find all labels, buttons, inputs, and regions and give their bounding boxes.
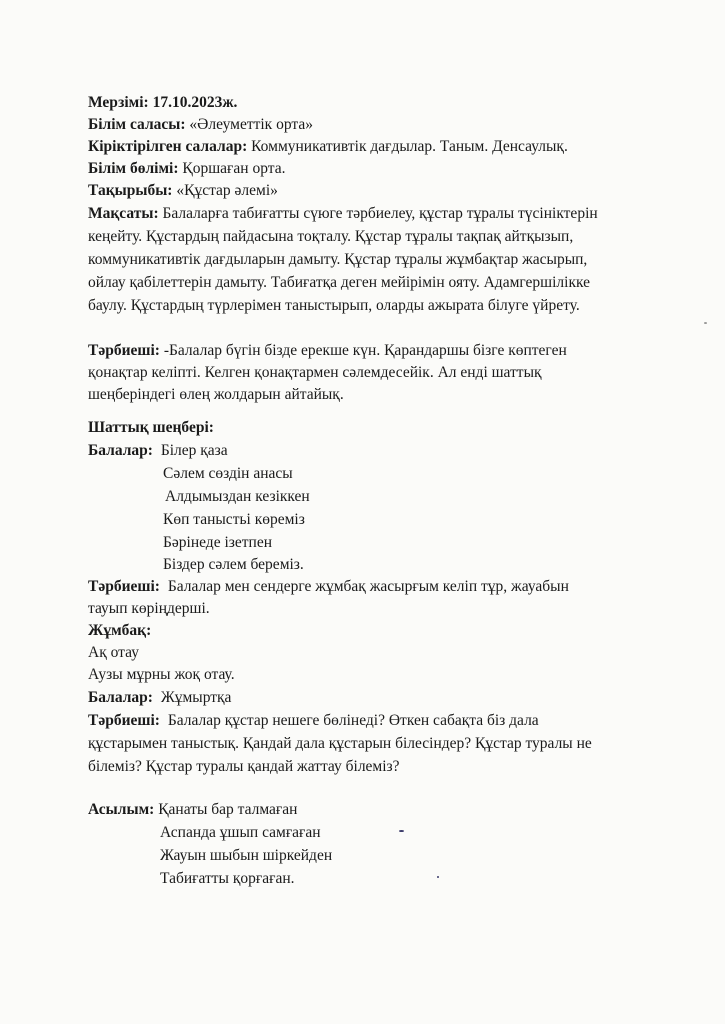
education-field-value: «Әлеуметтік орта» — [189, 116, 313, 133]
riddle-intro-text: тауып көріңдерші. — [88, 600, 210, 617]
children-label: Балалар: — [88, 689, 153, 706]
asylym-poem-line: Жауын шыбын шіркейден — [160, 847, 333, 864]
riddle-intro-text: Балалар мен сендерге жұмбақ жасырғым келіп тұр, жауабын — [167, 578, 569, 595]
intro-text: шеңберіндегі өлең жолдарын айтайық. — [88, 386, 344, 403]
poem-line: Біздер сәлем береміз. — [163, 556, 304, 573]
education-field-label: Білім саласы: — [88, 116, 186, 133]
riddle-line: Аузы мұрны жоқ отау. — [88, 666, 235, 683]
topic-line — [88, 180, 278, 202]
topic-label: Тақырыбы: — [88, 182, 173, 199]
topic-value: «Құстар әлемі» — [176, 182, 278, 199]
question-text: Балалар құстар нешеге бөлінеді? Өткен сабақта біз дала — [167, 712, 539, 729]
poem-line: Көп таныстьі көреміз — [163, 511, 305, 528]
asylym-poem-line: Қанаты бар талмаған — [158, 801, 298, 818]
goal-text: Балаларға табиғатты сүюге тәрбиелеу, құстар тұралы түсініктерін — [162, 205, 598, 222]
question-line — [88, 710, 539, 732]
teacher-label: Тәрбиеші: — [88, 712, 160, 729]
poem-line: Сәлем сөздін анасы — [163, 465, 293, 482]
goal-text: кеңейту. Құстардың пайдасына тоқталу. Құстар тұралы тақпақ айтқызып, — [88, 228, 574, 245]
intro-text: қонақтар келіпті. Келген қонақтармен сәлемдесейік. Ал енді шаттық — [88, 364, 542, 381]
goal-text: коммуникативтік дағдыларын дамыту. Құстар тұралы жұмбақтар жасырып, — [88, 251, 588, 268]
education-section-value: Қоршаған орта. — [182, 160, 286, 177]
goal-label: Мақсаты: — [88, 205, 159, 222]
poem-line: Білер қаза — [160, 442, 228, 459]
riddle-heading: Жұмбақ: — [88, 622, 152, 639]
education-field-line — [88, 114, 313, 136]
riddle-intro-line — [88, 576, 569, 598]
children-label: Балалар: — [88, 442, 153, 459]
answer-value: Жұмыртқа — [160, 689, 232, 706]
goal-text: ойлау қабілеттерін дамыту. Табиғатқа деген мейірімін ояту. Адамгершілікке — [88, 274, 591, 291]
asylym-poem-line: Аспанда ұшып самғаған — [160, 824, 321, 841]
answer-line — [88, 687, 231, 709]
intro-text: -Балалар бүгін бізде ерекше күн. Қарандаршы бізге көптеген — [163, 342, 567, 359]
goal-line — [88, 203, 598, 225]
poem-line: Бәрінеде ізетпен — [163, 534, 272, 551]
asylym-line — [88, 799, 297, 821]
integrated-fields-line — [88, 136, 568, 158]
goal-text: баулу. Құстардың түрлерімен таныстырып, оларды ажырата білуге үйрету. — [88, 297, 580, 314]
children-line — [88, 440, 228, 462]
integrated-fields-label: Кіріктірілген салалар: — [88, 138, 248, 155]
intro-line — [88, 340, 567, 362]
poem-line: Алдымыздан кезіккен — [165, 488, 310, 505]
teacher-label: Тәрбиеші: — [88, 342, 160, 359]
riddle-line: Ақ отау — [88, 644, 139, 661]
scan-speck — [704, 322, 707, 324]
teacher-label: Тәрбиеші: — [88, 578, 160, 595]
education-section-line — [88, 158, 285, 180]
education-section-label: Білім бөлімі: — [88, 160, 179, 177]
asylym-label: Асылым: — [88, 801, 155, 818]
joy-circle-heading: Шаттық шеңбері: — [88, 419, 214, 436]
asylym-poem-line: Табиғатты қорғаған. — [160, 870, 295, 887]
date-label: Мерзімі: — [88, 94, 149, 111]
date-line — [88, 92, 237, 114]
integrated-fields-value: Коммуникативтік дағдылар. Таным. Денсаулық. — [251, 138, 568, 155]
question-text: құстарымен таныстық. Қандай дала құстарын білесіндер? Құстар туралы не — [88, 735, 592, 752]
scan-speck — [437, 876, 439, 878]
date-value: 17.10.2023ж. — [152, 94, 238, 111]
question-text: білеміз? Құстар туралы қандай жаттау білеміз? — [88, 758, 400, 775]
scan-speck — [399, 830, 404, 832]
